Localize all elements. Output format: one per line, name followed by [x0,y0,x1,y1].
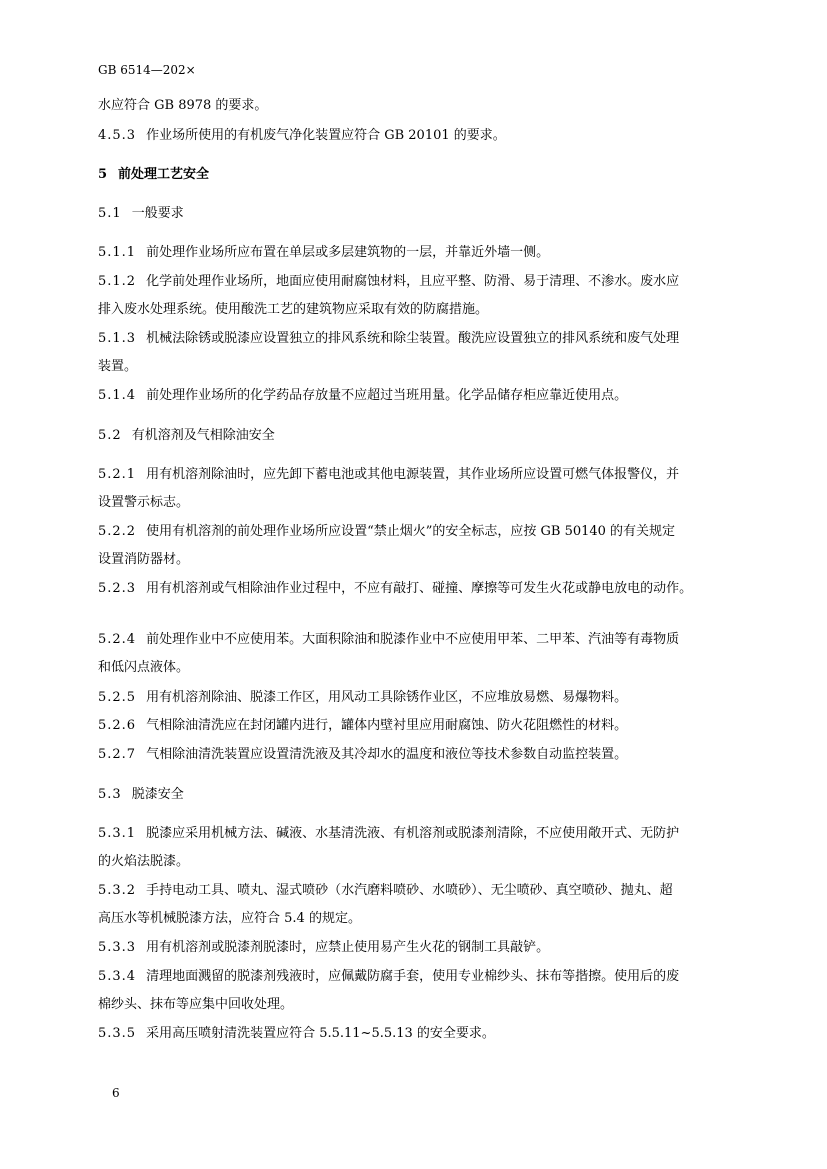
page-number: 6 [112,1086,120,1100]
clause-number: 5.3.2 [98,883,137,898]
clause-continuation [98,854,189,870]
clause-5-3-4 [98,969,679,985]
clause-5-1-4 [98,388,627,404]
clause-text: 前处理作业场所应布置在单层或多层建筑物的一层，并靠近外墙一侧。 [146,245,550,260]
clause-text: 用有机溶剂除油时，应先卸下蓄电池或其他电源装置，其作业场所应设置可燃气体报警仪，并 [146,467,680,482]
clause-text: 设置消防器材。 [98,552,190,567]
clause-text: 用有机溶剂除油、脱漆工作区，用风动工具除锈作业区，不应堆放易燃、易爆物料。 [146,690,628,705]
clause-text: 手持电动工具、喷丸、湿式喷砂（水汽磨料喷砂、水喷砂）、无尘喷砂、真空喷砂、抛丸、超 [146,883,673,898]
clause-number: 5.2.2 [98,524,137,539]
clause-text: 和低闪点液体。 [98,660,190,675]
clause-5-2-7 [98,747,627,763]
clause-text: 用有机溶剂或气相除油作业过程中，不应有敲打、碰撞、摩擦等可发生火花或静电放电的动作。 [146,581,693,596]
clause-text: 脱漆应采用机械方法、碱液、水基清洗液、有机溶剂或脱漆剂清除，不应使用敞开式、无防护 [146,826,680,841]
clause-text: 化学前处理作业场所，地面应使用耐腐蚀材料，且应平整、防滑、易于清理、不渗水。废水应 [146,274,680,289]
clause-number: 5.1.2 [98,274,137,289]
clause-number: 5.2.4 [98,632,137,647]
clause-continuation [98,302,488,318]
clause-text: 机械法除锈或脱漆应设置独立的排风系统和除尘装置。酸洗应设置独立的排风系统和废气处理 [146,331,680,346]
clause-number: 5.3 [98,787,122,802]
clause-text: 清理地面溅留的脱漆剂残液时，应佩戴防腐手套，使用专业棉纱头、抹布等揩擦。使用后的废 [146,969,680,984]
clause-5-2 [98,428,275,444]
clause-text: 作业场所使用的有机废气净化装置应符合 GB 20101 的要求。 [146,128,506,143]
clause-text: 水应符合 GB 8978 的要求。 [98,98,268,113]
clause-5-2-1 [98,467,679,483]
clause-text: 使用有机溶剂的前处理作业场所应设置“禁止烟火”的安全标志，应按 GB 50140 的有关规定 [146,524,676,539]
clause-text: 用有机溶剂或脱漆剂脱漆时，应禁止使用易产生火花的钢制工具敲铲。 [146,940,550,955]
clause-5-3-2 [98,883,673,899]
clause-text: 前处理作业场所的化学药品存放量不应超过当班用量。化学品储存柜应靠近使用点。 [146,388,628,403]
clause-continuation [98,359,137,375]
clause-text: 前处理工艺安全 [118,167,210,182]
clause-continuation [98,911,361,927]
clause-text: 气相除油清洗应在封闭罐内进行，罐体内壁衬里应用耐腐蚀、防火花阻燃性的材料。 [146,718,628,733]
clause-5-3-3 [98,940,549,956]
clause-5-1-1 [98,245,549,261]
clause-5-1-2 [98,274,679,290]
clause-text: 脱漆安全 [131,787,184,802]
clause-continuation [98,660,189,676]
clause-number: 4.5.3 [98,128,137,143]
clause-number: 5.1.4 [98,388,137,403]
clause-number: 5.3.4 [98,969,137,984]
clause-number: 5.1.1 [98,245,137,260]
clause-number: 5.3.5 [98,1026,137,1041]
clause-text: 设置警示标志。 [98,495,190,510]
clause-5-2-5 [98,690,627,706]
clause-5-2-2 [98,524,675,540]
clause-number: 5 [98,167,109,182]
clause-text: 棉纱头、抹布等应集中回收处理。 [98,997,294,1012]
clause-text: 气相除油清洗装置应设置清洗液及其冷却水的温度和液位等技术参数自动监控装置。 [146,747,628,762]
clause-number: 5.2.5 [98,690,137,705]
clause-continuation [98,495,189,511]
clause-5-2-4 [98,632,679,648]
clause-5-3-1 [98,826,679,842]
clause-number: 5.2.7 [98,747,137,762]
clause-number: 5.1 [98,206,122,221]
clause-continuation [98,552,189,568]
clause-continuation [98,98,267,114]
clause-5-1 [98,206,184,222]
clause-number: 5.2.3 [98,581,137,596]
clause-text: 采用高压喷射清洗装置应符合 5.5.11~5.5.13 的安全要求。 [146,1026,495,1041]
clause-number: 5.3.3 [98,940,137,955]
clause-5-3 [98,787,184,803]
clause-number: 5.1.3 [98,331,137,346]
clause-number: 5.2.6 [98,718,137,733]
clause-text: 排入废水处理系统。使用酸洗工艺的建筑物应采取有效的防腐措施。 [98,302,489,317]
clause-continuation [98,997,293,1013]
clause-text: 一般要求 [131,206,184,221]
clause-5-1-3 [98,331,679,347]
clause-text: 有机溶剂及气相除油安全 [131,428,275,443]
clause-number: 5.2 [98,428,122,443]
clause-5-2-6 [98,718,627,734]
clause-number: 5.3.1 [98,826,137,841]
clause-5-2-3 [98,581,692,597]
clause-4-5-3 [98,128,506,144]
clause-number: 5.2.1 [98,467,137,482]
clause-5-3-5 [98,1026,495,1042]
clause-text: 的火焰法脱漆。 [98,854,190,869]
clause-text: 装置。 [98,359,138,374]
clause-5 [98,167,209,183]
clause-text: 高压水等机械脱漆方法，应符合 5.4 的规定。 [98,911,361,926]
page-header: GB 6514—202× [98,63,196,77]
clause-text: 前处理作业中不应使用苯。大面积除油和脱漆作业中不应使用甲苯、二甲苯、汽油等有毒物质 [146,632,680,647]
